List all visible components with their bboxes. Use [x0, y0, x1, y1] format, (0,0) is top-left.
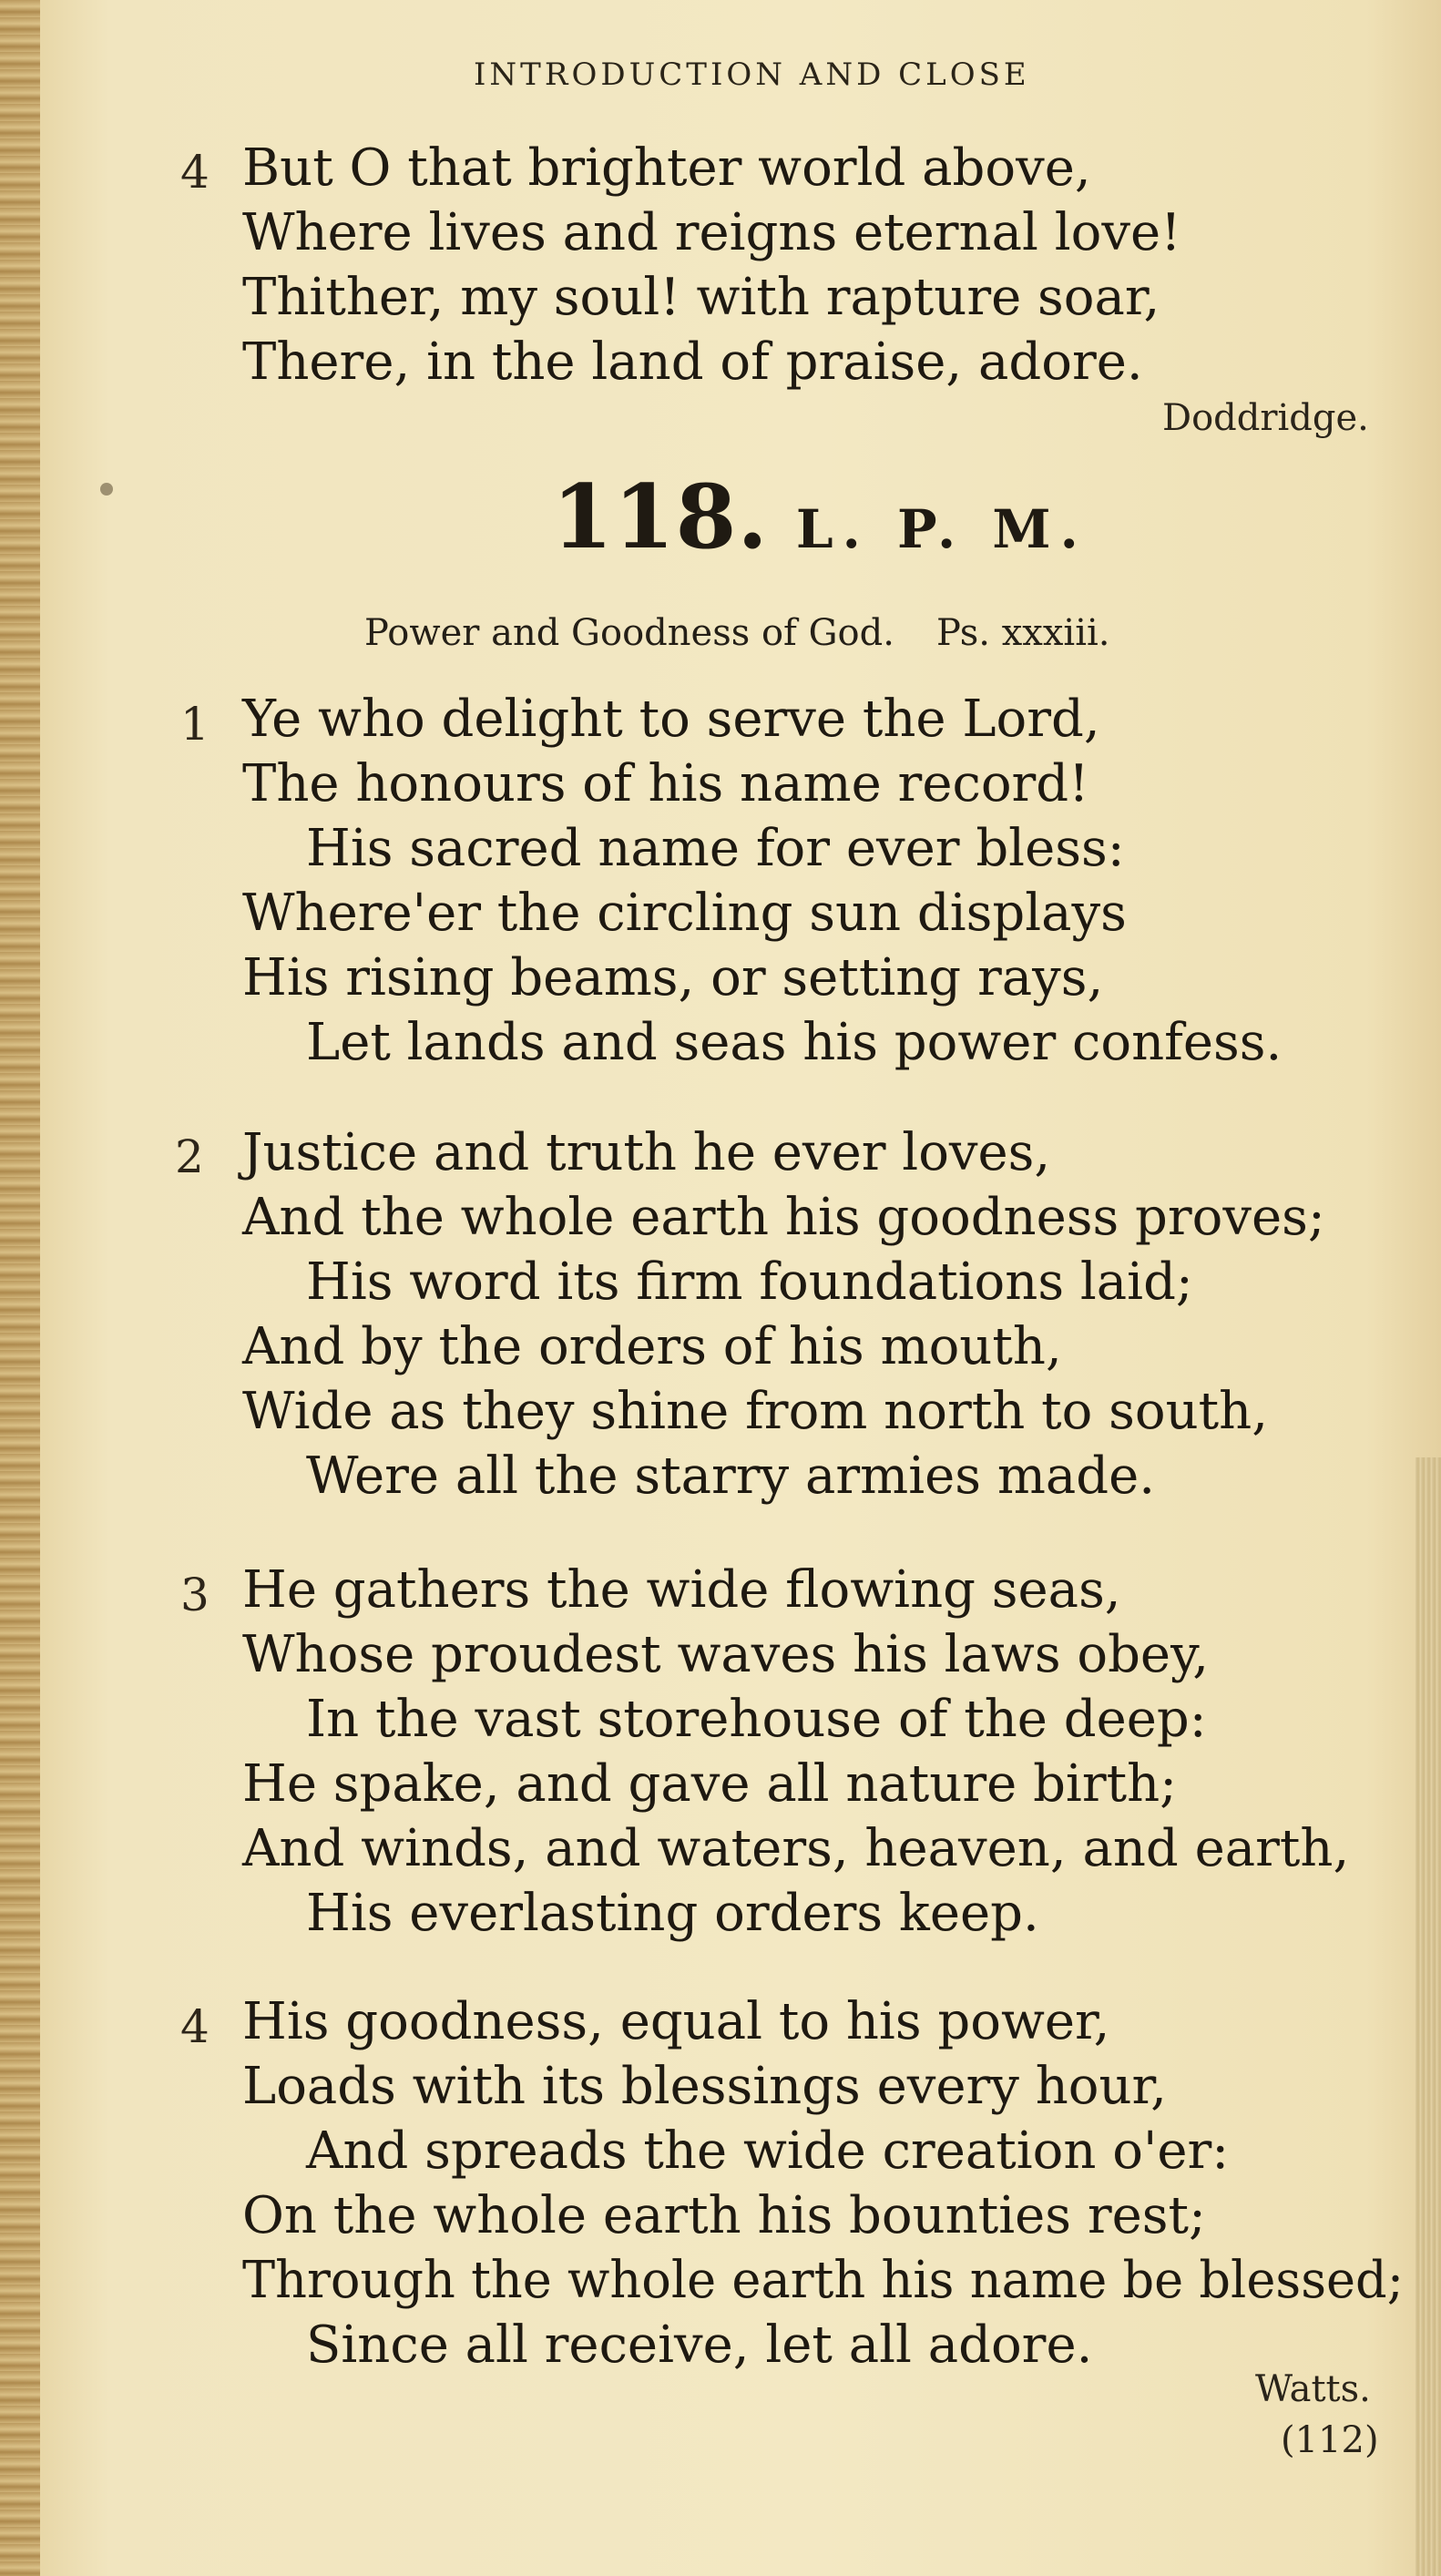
hymn-heading [552, 465, 1088, 568]
verse-line: Ye who delight to serve the Lord, [242, 690, 1100, 749]
hymn-author: Watts. [1255, 2368, 1371, 2410]
page-number: (112) [1281, 2419, 1379, 2461]
psalm-reference: Ps. xxxiii. [935, 612, 1110, 654]
verse-line: His goodness, equal to his power, [242, 1992, 1110, 2051]
hymn-subtitle [364, 612, 1110, 654]
verse-line: His everlasting orders keep. [306, 1884, 1039, 1943]
verse-line: He gathers the wide flowing seas, [242, 1560, 1121, 1620]
verse-line: And spreads the wide creation o'er: [306, 2121, 1230, 2181]
verse-line: His sacred name for ever bless: [306, 819, 1125, 878]
verse-number: 4 [180, 2000, 210, 2053]
page-fore-edge [1415, 1457, 1441, 2576]
page-binding-edge [0, 0, 40, 2576]
verse-line: Were all the starry armies made. [306, 1446, 1156, 1506]
verse-line: Whose proudest waves his laws obey, [242, 1625, 1210, 1684]
prev-verse-line: There, in the land of praise, adore. [242, 332, 1143, 392]
verse-line: On the whole earth his bounties rest; [242, 2186, 1206, 2245]
hymn-number: 118. [552, 465, 769, 568]
prev-hymn-author: Doddridge. [1162, 397, 1369, 439]
verse-line: Through the whole earth his name be blessed; [242, 2251, 1404, 2310]
verse-line: In the vast storehouse of the deep: [306, 1690, 1207, 1749]
prev-verse-line: Where lives and reigns eternal love! [242, 203, 1181, 262]
verse-number: 3 [180, 1569, 210, 1621]
running-header: INTRODUCTION AND CLOSE [474, 56, 1030, 93]
verse-line: His rising beams, or setting rays, [242, 948, 1104, 1007]
hymn-subject: Power and Goodness of God. [364, 612, 894, 654]
verse-line: Where'er the circling sun displays [242, 884, 1127, 943]
verse-line: Let lands and seas his power confess. [306, 1013, 1283, 1072]
prev-verse-line: But O that brighter world above, [242, 138, 1091, 198]
verse-number: 1 [180, 698, 210, 751]
verse-line: And winds, and waters, heaven, and earth, [242, 1819, 1350, 1878]
prev-verse-line: Thither, my soul! with rapture soar, [242, 268, 1160, 327]
verse-line: He spake, and gave all nature birth; [242, 1754, 1178, 1814]
verse-line: And by the orders of his mouth, [242, 1317, 1062, 1376]
verse-number: 2 [175, 1130, 204, 1183]
hymn-meter: L. P. M. [795, 498, 1088, 560]
verse-line: Wide as they shine from north to south, [242, 1382, 1269, 1441]
verse-line: Justice and truth he ever loves, [242, 1123, 1051, 1182]
ink-smudge [100, 483, 113, 496]
verse-line: Loads with its blessings every hour, [242, 2057, 1167, 2116]
verse-line: Since all receive, let all adore. [306, 2315, 1093, 2375]
verse-line: The honours of his name record! [242, 754, 1089, 813]
verse-line: His word its firm foundations laid; [306, 1252, 1193, 1312]
prev-verse-number: 4 [180, 146, 210, 199]
verse-line: And the whole earth his goodness proves; [242, 1188, 1325, 1247]
